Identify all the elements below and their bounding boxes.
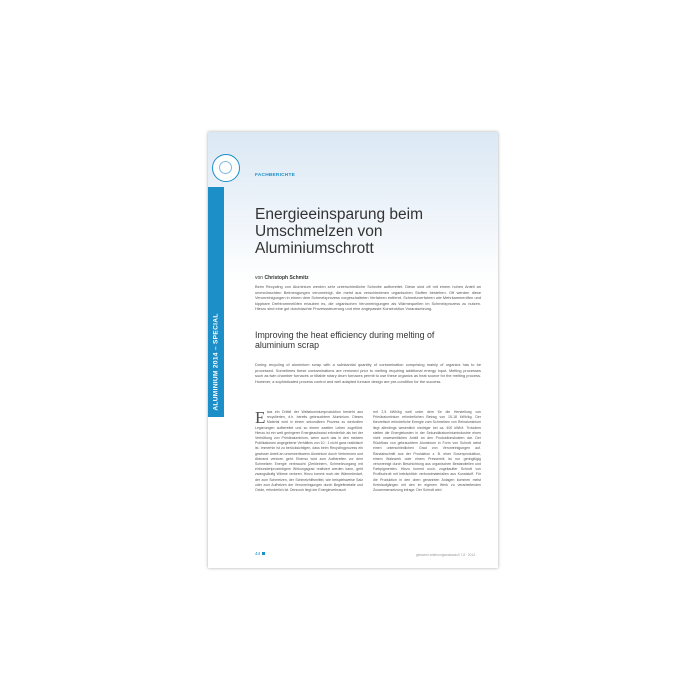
- page-marker-icon: [262, 552, 265, 555]
- sidebar-label: ALUMINIUM 2014 – SPECIAL: [212, 313, 220, 411]
- author-prefix: von: [255, 275, 264, 281]
- body-text-left: twa ein Drittel der Weltaluminiumproduktion besteht aus recyclierten, d.h. bereits gebrauchtem Aluminium. Dieses Material wird in einem sekundären Prozess zu wertvollen Legierungen aufbereitet und so einem zweiten Leben zugeführt. Hierzu ist ein weit geringerer Energieaufwand erforderlich als bei der Verhüttung von Primäraluminium, wenn auch das in den meisten Publikationen angegebene Verhältnis von 10 : 1 nicht ganz realistisch ist. Immerhin ist zu berücksichtigen, dass beim Recyclingprozess ein gewisser Anteil an unverwertbarem Aluminium durch Verbrennen und Abbrand verloren geht. Ebenso wird zum Aufbereiten vor dem Schmelzen Energie verbraucht (Zerkleinern, Schmelzvorgang mit einhundertprozentigem Wirkungsgrad realisiert werden kann, geht zwangsläufig Wärme verloren. Hinzu kommt noch der Wärmebedarf, der zum Schmelzen, der Schmelzhilfsmittel, wie beispielsweise Salz oder zum Aufheizen der Verunreinigungen durch Begleitmetalle und Oxide, erforderlich ist. Dennoch liegt der Energieverbrauch: [255, 410, 363, 493]
- author-name: Christoph Schmitz: [264, 275, 309, 281]
- body-column-left: [255, 410, 363, 493]
- logo-ring-icon: [219, 161, 232, 174]
- aluminium-logo-icon: [212, 154, 240, 182]
- journal-footer: giesserei-erfahrungsaustausch 7-8 · 2014: [416, 553, 476, 557]
- page-number: [255, 552, 265, 557]
- section-label: FACHBERICHTE: [255, 173, 295, 178]
- article-title: Energieeinsparung beim Umschmelzen von Aluminiumschrott: [255, 206, 424, 257]
- abstract-english: During recycling of aluminium scrap with a substantial quantity of contamination comprising mainly of organics has to be processed. Sometimes these contaminations are removed prior to melting requiring additional energy input. Melting processes such as twin chamber furnaces or tiltable rotary drum furnaces permit to use these organics as heat source for the melting process. However, a sophisticated process control and well adapted furnace design are pre-condition for the success.: [255, 362, 481, 384]
- body-column-right: mit 2,5 kWh/kg weit unter dem für die Herstellung von Primäraluminium erforderlichen Betrag von 15-18 kWh/kg. Der theoretisch erforderliche Energie zum Schmelzen von Reinaluminium liegt allerdings wesentlich niedriger bei ca. 400 kWh/t. Trotzdem stellen die Energiekosten in der Sekundäraluminiumindustrie einen nicht unwesentlichen Anteil an den Produktionskosten dar. Der Rückfluss von gebrauchtem Aluminium in Form von Schrott weist einen unterschiedlichen Grad von Verunreinigungen auf. Randabschnitt aus der Produktion z. B. einer Dosenproduktion, einem Walzwerk oder einem Pressereik ist nur geringfügig verunreinigt durch Beschichtung aus organischen Bestandteilen und Farbpigmenten. Hinzu kommt noch, zugekaufter Schrott von Profilschrott mit beträchtlich verbundmaterialien aus Kunststoff. Für die Produktion in den oben genannten Anlagen kommen meist Kreislaufgängen mit den im eigenen Werk zu verarbeitenden Zusammensetzung infrage. Der Schrott wird: [373, 410, 481, 493]
- document-page: [208, 132, 498, 568]
- sidebar-band: [208, 187, 224, 417]
- page-number-text: 44: [255, 552, 261, 557]
- english-title: Improving the heat efficiency during melting of aluminium scrap: [255, 330, 435, 350]
- author-line: [255, 275, 309, 281]
- drop-cap: E: [255, 408, 266, 427]
- abstract-german: Beim Recycling von Aluminium werden sehr unterschiedliche Schrotte aufbereitet. Diese sind oft mit einem hohen Anteil an unerwünschten Beimengungen verunreinigt, die meist aus verschiedenen organischen Stoffen bestehen. Oft werden diese Verunreinigungen in einem dem Schmelzprozess vorgeschalteten Verfahren entfernt. Schmelzverfahren wie Mehrkammeröfen und kippbare Drehtrommelöfen erlauben es, die organischen Verunreinigungen als Wärmequellen im Schmelzprozess zu nutzen. Hierzu sind eine gut durchdachte Prozesssteuerung und eine angepasste Konstruktion Voraussetzung.: [255, 284, 481, 311]
